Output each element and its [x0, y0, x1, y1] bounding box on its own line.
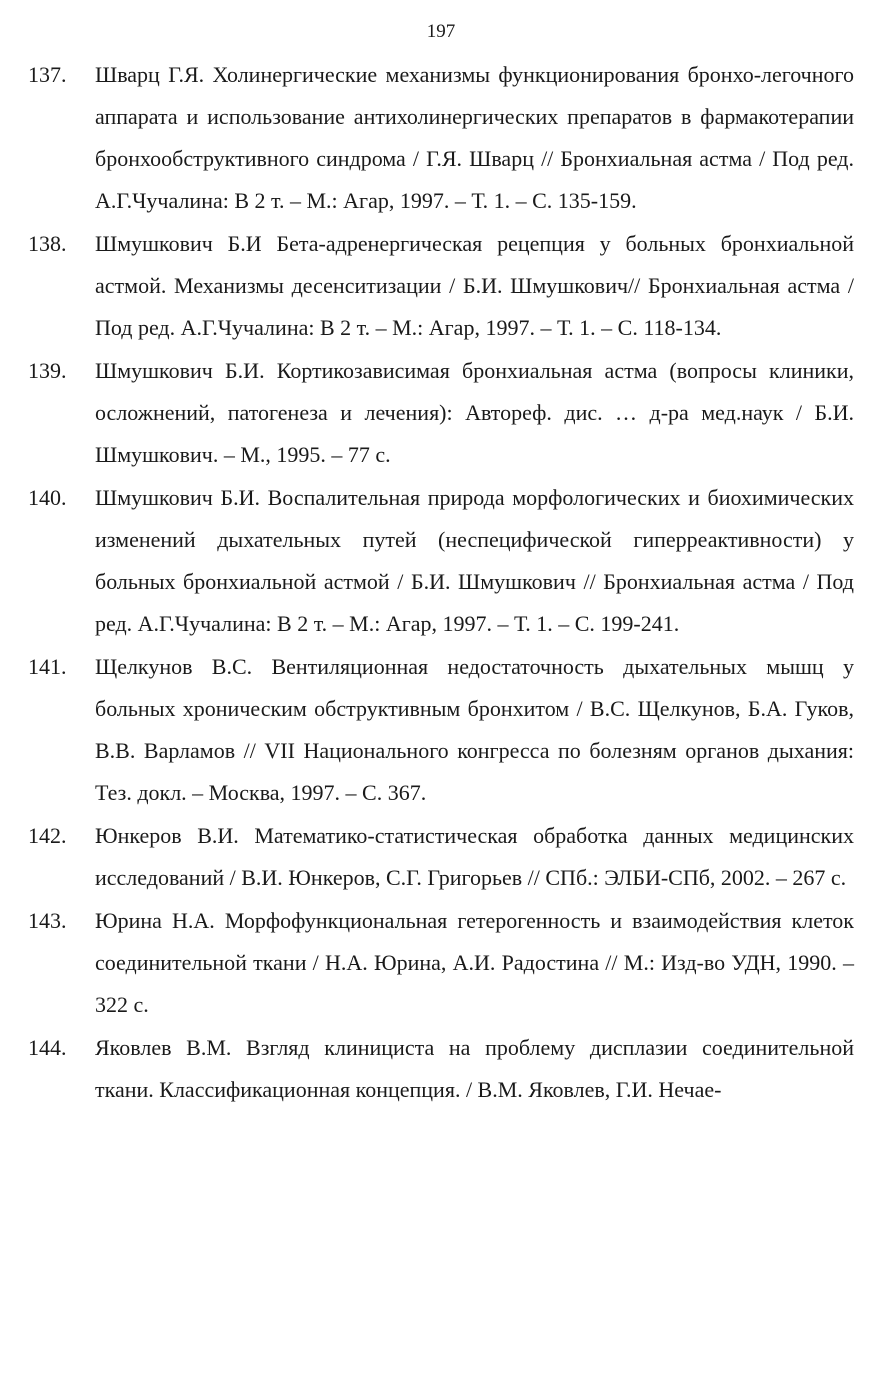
reference-number: 143. [28, 908, 67, 933]
reference-item [28, 477, 854, 645]
reference-number: 138. [28, 231, 67, 256]
page-number: 197 [426, 21, 456, 42]
reference-text: Шварц Г.Я. Холинергические механизмы функционирования бронхо-легочного аппарата и использование антихолинергических препаратов в фармакотерапии бронхообструктивного синдрома / Г.Я. Шварц // Бронхиальная астма / Под ред. А.Г.Чучалина: В 2 т. – М.: Агар, 1997. – Т. 1. – С. 135-159. [95, 62, 854, 213]
reference-text: Яковлев В.М. Взгляд клинициста на проблему дисплазии соединительной ткани. Классификационная концепция. / В.М. Яковлев, Г.И. Нечае- [95, 1035, 854, 1102]
reference-item [28, 54, 854, 222]
reference-item [28, 1027, 854, 1111]
reference-text: Шмушкович Б.И Бета-адренергическая рецепция у больных бронхиальной астмой. Механизмы десенситизации / Б.И. Шмушкович// Бронхиальная астма / Под ред. А.Г.Чучалина: В 2 т. – М.: Агар, 1997. – Т. 1. – С. 118-134. [95, 231, 854, 340]
reference-number: 141. [28, 654, 67, 679]
reference-text: Юрина Н.А. Морфофункциональная гетерогенность и взаимодействия клеток соединительной ткани / Н.А. Юрина, А.И. Радостина // М.: Изд-во УДН, 1990. – 322 с. [95, 908, 854, 1017]
reference-text: Шмушкович Б.И. Кортикозависимая бронхиальная астма (вопросы клиники, осложнений, патогенеза и лечения): Автореф. дис. … д-ра мед.наук / Б.И. Шмушкович. – М., 1995. – 77 с. [95, 358, 854, 467]
reference-number: 139. [28, 358, 67, 383]
reference-item [28, 815, 854, 899]
reference-item [28, 646, 854, 814]
reference-text: Щелкунов В.С. Вентиляционная недостаточность дыхательных мышц у больных хроническим обструктивным бронхитом / В.С. Щелкунов, Б.А. Гуков, В.В. Варламов // VII Национального конгресса по болезням органов дыхания: Тез. докл. – Москва, 1997. – С. 367. [95, 654, 854, 805]
reference-number: 144. [28, 1035, 67, 1060]
reference-number: 137. [28, 62, 67, 87]
reference-text: Шмушкович Б.И. Воспалительная природа морфологических и биохимических изменений дыхательных путей (неспецифической гиперреактивности) у больных бронхиальной астмой / Б.И. Шмушкович // Бронхиальная астма / Под ред. А.Г.Чучалина: В 2 т. – М.: Агар, 1997. – Т. 1. – С. 199-241. [95, 485, 854, 636]
reference-number: 140. [28, 485, 67, 510]
reference-item [28, 350, 854, 476]
reference-number: 142. [28, 823, 67, 848]
reference-item [28, 900, 854, 1026]
reference-list [28, 54, 854, 1112]
reference-item [28, 223, 854, 349]
reference-text: Юнкеров В.И. Математико-статистическая обработка данных медицинских исследований / В.И. Юнкеров, С.Г. Григорьев // СПб.: ЭЛБИ-СПб, 2002. – 267 с. [95, 823, 854, 890]
